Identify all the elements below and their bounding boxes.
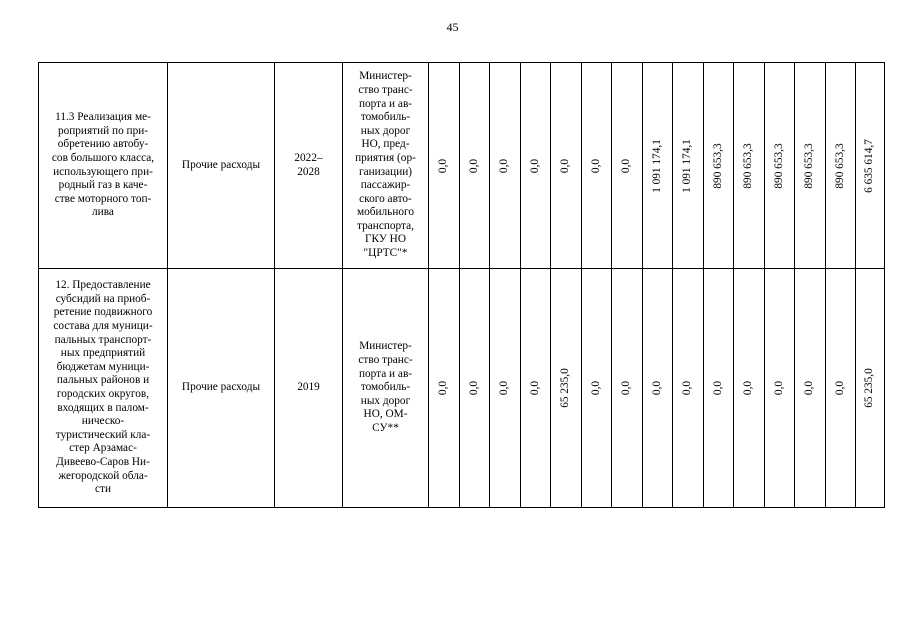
implementation-years: 2019 [275,269,343,508]
total-value-cell: 65 235,0 [856,269,885,508]
value-cell: 0,0 [582,63,612,269]
responsible-organization: Министер- ство транс- порта и ав- томобиль- ных дорог НО, пред- приятия (ор- ганизации) пассажир- ского авто- мобильного транспорта, ГКУ НО "ЦРТС"* [343,63,429,269]
value-cell: 0,0 [673,269,704,508]
value-cell: 890 653,3 [734,63,765,269]
value-cell: 0,0 [460,269,490,508]
value-cell: 0,0 [704,269,734,508]
value-cell: 0,0 [460,63,490,269]
value-cell: 1 091 174,1 [643,63,673,269]
value-cell: 0,0 [551,63,582,269]
table-row [39,63,885,269]
value-cell: 890 653,3 [765,63,795,269]
value-cell: 0,0 [795,269,826,508]
value-cell: 890 653,3 [826,63,856,269]
value-cell: 890 653,3 [795,63,826,269]
value-cell: 0,0 [826,269,856,508]
implementation-years: 2022– 2028 [275,63,343,269]
value-cell: 0,0 [429,269,460,508]
expense-category: Прочие расходы [168,269,275,508]
value-cell: 890 653,3 [704,63,734,269]
value-cell: 0,0 [490,63,521,269]
responsible-organization: Министер- ство транс- порта и ав- томобиль- ных дорог НО, ОМ- СУ** [343,269,429,508]
value-cell: 0,0 [612,63,643,269]
value-cell: 1 091 174,1 [673,63,704,269]
value-cell: 0,0 [612,269,643,508]
value-cell: 0,0 [643,269,673,508]
value-cell: 0,0 [490,269,521,508]
value-cell: 0,0 [429,63,460,269]
value-cell: 0,0 [765,269,795,508]
expense-category: Прочие расходы [168,63,275,269]
page-number: 45 [446,20,459,34]
value-cell: 0,0 [734,269,765,508]
value-cell: 0,0 [521,269,551,508]
value-cell: 65 235,0 [551,269,582,508]
measure-description: 12. Предоставление субсидий на приоб- ретение подвижного состава для муници- пальных транспорт- ных предприятий бюджетам муници- пальных районов и городских округов, входящих в палом- ническо- туристический кла- стер Арзамас- Дивеево-Саров Ни- жегородской обла- сти [39,269,168,508]
value-cell: 0,0 [582,269,612,508]
table-row [39,269,885,508]
measure-description: 11.3 Реализация ме- роприятий по при- обретению автобу- сов большого класса, использующего при- родный газ в каче- стве моторного топ- лива [39,63,168,269]
budget-table [38,62,885,508]
value-cell: 0,0 [521,63,551,269]
total-value-cell: 6 635 614,7 [856,63,885,269]
